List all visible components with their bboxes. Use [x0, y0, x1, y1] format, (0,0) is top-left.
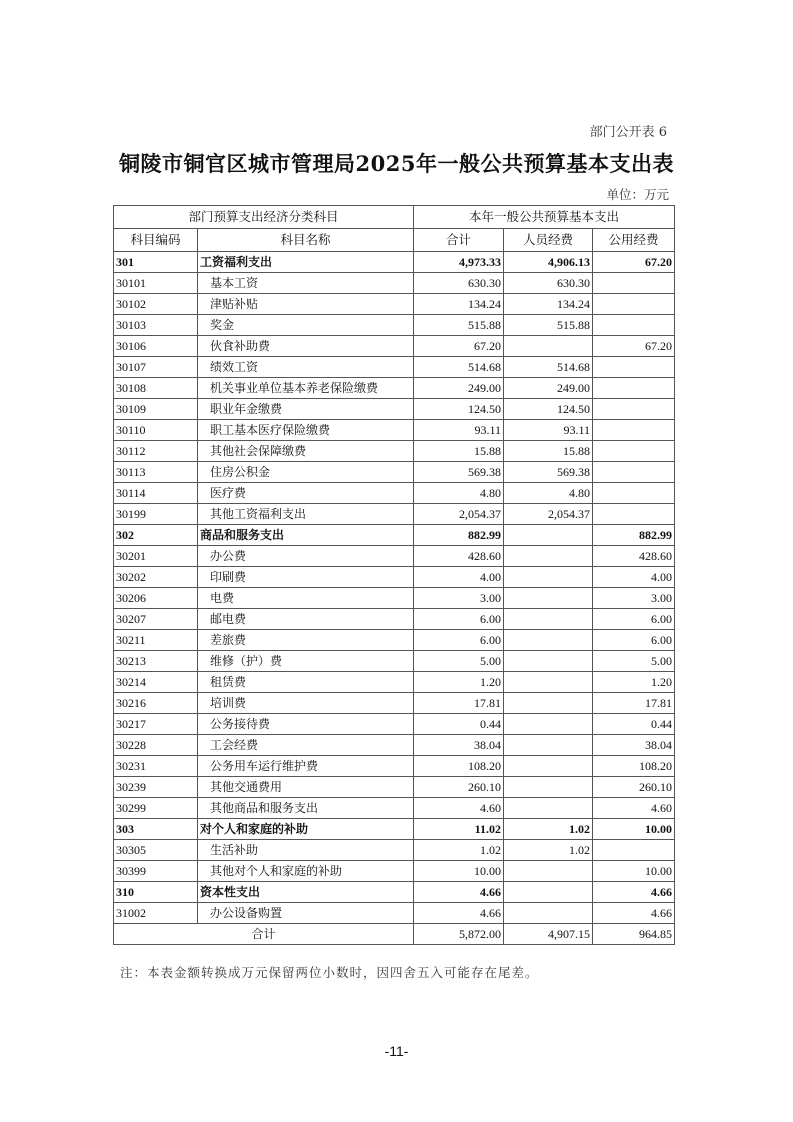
category-row	[114, 525, 675, 546]
cell-code: 31002	[114, 903, 198, 924]
cell-name: 津贴补贴	[198, 294, 414, 315]
table-row	[114, 798, 675, 819]
cell-public: 67.20	[593, 336, 675, 357]
cell-personnel: 134.24	[504, 294, 593, 315]
cell-total: 4.00	[414, 567, 504, 588]
cell-name: 其他工资福利支出	[198, 504, 414, 525]
cell-personnel	[504, 609, 593, 630]
cell-personnel	[504, 336, 593, 357]
cell-name: 办公费	[198, 546, 414, 567]
table-row	[114, 546, 675, 567]
cell-code: 301	[114, 252, 198, 273]
cell-total: 11.02	[414, 819, 504, 840]
header-personnel: 人员经费	[504, 229, 593, 252]
cell-code: 30199	[114, 504, 198, 525]
cell-personnel	[504, 777, 593, 798]
table-row	[114, 672, 675, 693]
cell-name: 绩效工资	[198, 357, 414, 378]
cell-name: 差旅费	[198, 630, 414, 651]
cell-code: 30305	[114, 840, 198, 861]
cell-name: 伙食补助费	[198, 336, 414, 357]
cell-name: 培训费	[198, 693, 414, 714]
cell-code: 30101	[114, 273, 198, 294]
cell-personnel: 15.88	[504, 441, 593, 462]
cell-public: 4.66	[593, 882, 675, 903]
cell-personnel	[504, 798, 593, 819]
cell-personnel: 1.02	[504, 819, 593, 840]
cell-name: 电费	[198, 588, 414, 609]
cell-total: 0.44	[414, 714, 504, 735]
cell-personnel: 1.02	[504, 840, 593, 861]
table-row	[114, 441, 675, 462]
cell-personnel: 124.50	[504, 399, 593, 420]
cell-code: 30399	[114, 861, 198, 882]
cell-name: 公务用车运行维护费	[198, 756, 414, 777]
cell-personnel	[504, 882, 593, 903]
cell-total: 4.60	[414, 798, 504, 819]
cell-name: 机关事业单位基本养老保险缴费	[198, 378, 414, 399]
cell-name: 奖金	[198, 315, 414, 336]
cell-public	[593, 315, 675, 336]
cell-code: 30217	[114, 714, 198, 735]
cell-personnel: 4,906.13	[504, 252, 593, 273]
cell-code: 30201	[114, 546, 198, 567]
category-row	[114, 252, 675, 273]
cell-code: 302	[114, 525, 198, 546]
cell-code: 30216	[114, 693, 198, 714]
cell-code: 30110	[114, 420, 198, 441]
cell-name: 印刷费	[198, 567, 414, 588]
cell-total: 124.50	[414, 399, 504, 420]
cell-public	[593, 378, 675, 399]
cell-total: 6.00	[414, 609, 504, 630]
page-number: -11-	[384, 1043, 409, 1059]
cell-name: 其他社会保障缴费	[198, 441, 414, 462]
cell-total: 5.00	[414, 651, 504, 672]
cell-total: 882.99	[414, 525, 504, 546]
table-row	[114, 693, 675, 714]
column-header-row	[114, 229, 675, 252]
cell-personnel	[504, 588, 593, 609]
cell-code: 30108	[114, 378, 198, 399]
table-row	[114, 336, 675, 357]
cell-name: 其他交通费用	[198, 777, 414, 798]
cell-public	[593, 483, 675, 504]
cell-personnel: 515.88	[504, 315, 593, 336]
cell-total: 260.10	[414, 777, 504, 798]
table-row	[114, 483, 675, 504]
cell-public: 4.66	[593, 903, 675, 924]
cell-public: 4.60	[593, 798, 675, 819]
table-row	[114, 273, 675, 294]
cell-total: 514.68	[414, 357, 504, 378]
cell-code: 30202	[114, 567, 198, 588]
header-code: 科目编码	[114, 229, 198, 252]
category-row	[114, 882, 675, 903]
table-row	[114, 315, 675, 336]
cell-total: 93.11	[414, 420, 504, 441]
table-row	[114, 777, 675, 798]
cell-code: 30213	[114, 651, 198, 672]
cell-code: 30106	[114, 336, 198, 357]
cell-public: 38.04	[593, 735, 675, 756]
cell-name: 维修（护）费	[198, 651, 414, 672]
cell-name: 住房公积金	[198, 462, 414, 483]
table-row	[114, 651, 675, 672]
cell-name: 工资福利支出	[198, 252, 414, 273]
cell-name: 邮电费	[198, 609, 414, 630]
cell-personnel	[504, 861, 593, 882]
cell-code: 30239	[114, 777, 198, 798]
cell-total: 67.20	[414, 336, 504, 357]
cell-total: 134.24	[414, 294, 504, 315]
unit-label: 单位：万元	[606, 187, 669, 202]
cell-personnel	[504, 546, 593, 567]
table-row	[114, 903, 675, 924]
cell-total: 38.04	[414, 735, 504, 756]
table-row	[114, 420, 675, 441]
cell-code: 30107	[114, 357, 198, 378]
cell-personnel: 514.68	[504, 357, 593, 378]
table-row	[114, 462, 675, 483]
cell-public: 67.20	[593, 252, 675, 273]
cell-total: 630.30	[414, 273, 504, 294]
table-row	[114, 294, 675, 315]
cell-code: 30211	[114, 630, 198, 651]
header-total: 合计	[414, 229, 504, 252]
cell-public: 5.00	[593, 651, 675, 672]
footnote: 注：本表金额转换成万元保留两位小数时，因四舍五入可能存在尾差。	[120, 965, 539, 980]
cell-public: 17.81	[593, 693, 675, 714]
cell-code: 30228	[114, 735, 198, 756]
cell-code: 30114	[114, 483, 198, 504]
cell-public: 428.60	[593, 546, 675, 567]
cell-personnel	[504, 630, 593, 651]
cell-name: 其他商品和服务支出	[198, 798, 414, 819]
group-header-classification: 部门预算支出经济分类科目	[114, 206, 414, 229]
cell-public: 3.00	[593, 588, 675, 609]
total-public: 964.85	[593, 924, 675, 945]
cell-total: 2,054.37	[414, 504, 504, 525]
cell-total: 569.38	[414, 462, 504, 483]
cell-total: 10.00	[414, 861, 504, 882]
cell-code: 30102	[114, 294, 198, 315]
cell-public	[593, 840, 675, 861]
total-personnel: 4,907.15	[504, 924, 593, 945]
header-public: 公用经费	[593, 229, 675, 252]
cell-personnel: 569.38	[504, 462, 593, 483]
table-row	[114, 399, 675, 420]
cell-name: 职业年金缴费	[198, 399, 414, 420]
cell-public: 1.20	[593, 672, 675, 693]
table-row	[114, 357, 675, 378]
table-row	[114, 504, 675, 525]
cell-name: 工会经费	[198, 735, 414, 756]
table-row	[114, 609, 675, 630]
cell-name: 公务接待费	[198, 714, 414, 735]
cell-total: 249.00	[414, 378, 504, 399]
cell-code: 310	[114, 882, 198, 903]
cell-public	[593, 273, 675, 294]
table-row	[114, 714, 675, 735]
cell-total: 515.88	[414, 315, 504, 336]
cell-code: 30214	[114, 672, 198, 693]
cell-code: 30207	[114, 609, 198, 630]
cell-total: 1.02	[414, 840, 504, 861]
cell-personnel	[504, 567, 593, 588]
header-name: 科目名称	[198, 229, 414, 252]
cell-total: 108.20	[414, 756, 504, 777]
cell-public	[593, 399, 675, 420]
cell-total: 4,973.33	[414, 252, 504, 273]
cell-personnel	[504, 693, 593, 714]
cell-total: 6.00	[414, 630, 504, 651]
cell-name: 医疗费	[198, 483, 414, 504]
cell-total: 3.00	[414, 588, 504, 609]
cell-personnel	[504, 672, 593, 693]
cell-code: 30109	[114, 399, 198, 420]
cell-personnel	[504, 525, 593, 546]
cell-personnel	[504, 735, 593, 756]
table-row	[114, 861, 675, 882]
cell-public: 6.00	[593, 609, 675, 630]
cell-total: 4.66	[414, 882, 504, 903]
cell-personnel	[504, 756, 593, 777]
cell-code: 303	[114, 819, 198, 840]
group-header-row	[114, 206, 675, 229]
cell-personnel	[504, 714, 593, 735]
cell-name: 办公设备购置	[198, 903, 414, 924]
cell-personnel: 2,054.37	[504, 504, 593, 525]
cell-public: 10.00	[593, 819, 675, 840]
cell-name: 资本性支出	[198, 882, 414, 903]
table-row	[114, 567, 675, 588]
cell-code: 30103	[114, 315, 198, 336]
cell-code: 30206	[114, 588, 198, 609]
cell-personnel: 93.11	[504, 420, 593, 441]
table-row	[114, 840, 675, 861]
cell-code: 30231	[114, 756, 198, 777]
cell-total: 4.66	[414, 903, 504, 924]
cell-public	[593, 420, 675, 441]
total-row	[114, 924, 675, 945]
group-header-expenditure: 本年一般公共预算基本支出	[414, 206, 675, 229]
cell-name: 商品和服务支出	[198, 525, 414, 546]
cell-personnel: 4.80	[504, 483, 593, 504]
cell-public	[593, 441, 675, 462]
table-row	[114, 735, 675, 756]
cell-public	[593, 462, 675, 483]
total-sum: 5,872.00	[414, 924, 504, 945]
cell-name: 生活补助	[198, 840, 414, 861]
page-title: 铜陵市铜官区城市管理局2025年一般公共预算基本支出表	[119, 151, 674, 176]
table-row	[114, 588, 675, 609]
cell-code: 30113	[114, 462, 198, 483]
cell-personnel: 249.00	[504, 378, 593, 399]
cell-public: 108.20	[593, 756, 675, 777]
table-row	[114, 756, 675, 777]
cell-total: 428.60	[414, 546, 504, 567]
cell-name: 基本工资	[198, 273, 414, 294]
cell-public: 0.44	[593, 714, 675, 735]
cell-public: 10.00	[593, 861, 675, 882]
cell-public	[593, 357, 675, 378]
cell-total: 15.88	[414, 441, 504, 462]
table-row	[114, 630, 675, 651]
cell-total: 4.80	[414, 483, 504, 504]
cell-public	[593, 504, 675, 525]
cell-name: 职工基本医疗保险缴费	[198, 420, 414, 441]
cell-total: 1.20	[414, 672, 504, 693]
cell-name: 对个人和家庭的补助	[198, 819, 414, 840]
budget-table	[113, 205, 675, 945]
cell-personnel	[504, 903, 593, 924]
cell-name: 其他对个人和家庭的补助	[198, 861, 414, 882]
cell-public	[593, 294, 675, 315]
cell-public: 6.00	[593, 630, 675, 651]
cell-code: 30112	[114, 441, 198, 462]
cell-name: 租赁费	[198, 672, 414, 693]
category-row	[114, 819, 675, 840]
table-row	[114, 378, 675, 399]
cell-code: 30299	[114, 798, 198, 819]
total-label: 合计	[114, 924, 414, 945]
cell-public: 4.00	[593, 567, 675, 588]
cell-total: 17.81	[414, 693, 504, 714]
cell-public: 882.99	[593, 525, 675, 546]
cell-public: 260.10	[593, 777, 675, 798]
cell-personnel	[504, 651, 593, 672]
form-number: 部门公开表 6	[589, 125, 667, 140]
cell-personnel: 630.30	[504, 273, 593, 294]
